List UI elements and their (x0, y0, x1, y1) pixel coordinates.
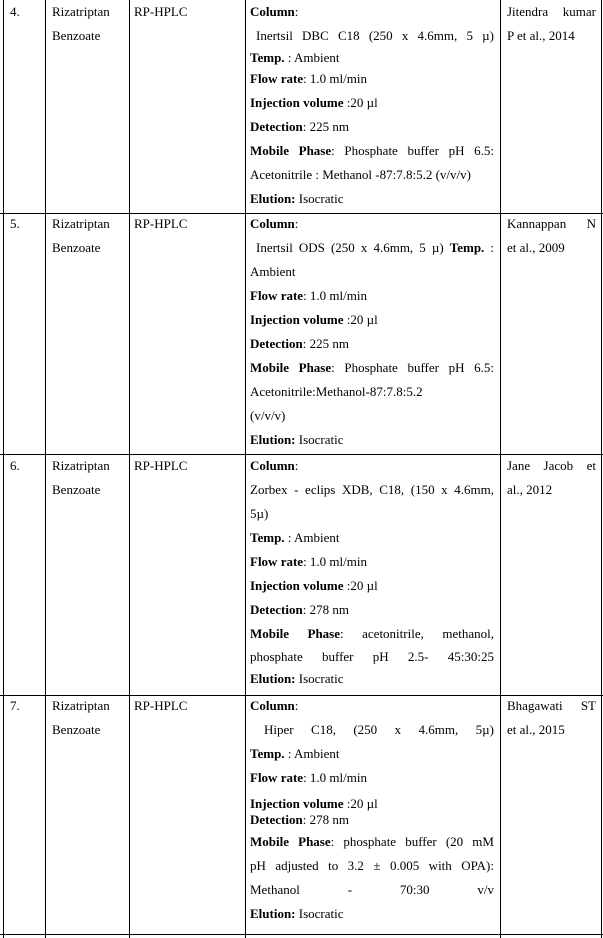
mobile-phase-value-cont: Acetonitrile:Methanol-87:7.8:5.2 (250, 384, 423, 399)
mobile-phase-value-cont: phosphate buffer pH 2.5- 45:30:25 (250, 649, 494, 664)
drug-name-line: Rizatriptan (52, 698, 110, 713)
mobile-phase-value: : Phosphate buffer pH 6.5: (331, 360, 495, 375)
table-border-left (3, 0, 4, 938)
method: RP-HPLC (134, 698, 188, 713)
reference-line: et al., 2015 (507, 722, 565, 737)
row-number: 4. (10, 4, 20, 19)
flow-value: : 1.0 ml/min (303, 770, 367, 785)
row-number: 5. (10, 216, 20, 231)
mobile-phase-value-cont: pH adjusted to 3.2 ± 0.005 with OPA): (250, 858, 494, 873)
mobile-phase-label: Mobile Phase (250, 143, 332, 158)
reference (507, 454, 596, 502)
column-sep: : (294, 698, 299, 713)
flow-label: Flow rate (250, 71, 304, 86)
drug-name (52, 0, 110, 48)
reference-line: Kannappan N (507, 216, 596, 231)
injection-label: Injection volume (250, 578, 344, 593)
flow-value: : 1.0 ml/min (303, 288, 367, 303)
column-value: Inertsil ODS (250 x 4.6mm, 5 µ) (256, 240, 444, 255)
drug-name-line: Rizatriptan (52, 4, 110, 19)
drug-name (52, 212, 110, 260)
detection-value: : 278 nm (302, 602, 349, 617)
row-number: 6. (10, 458, 20, 473)
reference-line: et al., 2009 (507, 240, 565, 255)
elution-label: Elution: (250, 671, 296, 686)
temp-value: : Ambient (284, 746, 340, 761)
drug-name-line: Benzoate (52, 28, 101, 43)
method: RP-HPLC (134, 216, 188, 231)
method: RP-HPLC (134, 458, 188, 473)
conditions (250, 0, 494, 211)
injection-value: :20 µl (343, 312, 378, 327)
elution-label: Elution: (250, 906, 296, 921)
column-value: Hiper C18, (250 x 4.6mm, 5µ) (264, 722, 494, 737)
injection-value: :20 µl (343, 796, 378, 811)
reference-line: Jane Jacob et (507, 458, 596, 473)
temp-label: Temp. (250, 746, 285, 761)
column-label: Column (250, 698, 295, 713)
temp-value: : (484, 240, 495, 255)
injection-value: :20 µl (343, 578, 378, 593)
mobile-phase-label: Mobile Phase (250, 834, 331, 849)
column-value-cont: 5µ) (250, 506, 269, 521)
temp-label: Temp. (250, 530, 285, 545)
row-number: 7. (10, 698, 20, 713)
table-border-right (601, 0, 602, 938)
column-sep: : (294, 458, 299, 473)
column-label: Column (250, 216, 295, 231)
elution-label: Elution: (250, 432, 296, 447)
temp-value: : Ambient (284, 530, 340, 545)
injection-label: Injection volume (250, 312, 344, 327)
flow-label: Flow rate (250, 554, 304, 569)
flow-value: : 1.0 ml/min (303, 71, 367, 86)
detection-label: Detection (250, 812, 303, 827)
conditions (250, 212, 494, 452)
column-label: Column (250, 4, 295, 19)
elution-value: Isocratic (295, 671, 344, 686)
flow-label: Flow rate (250, 288, 304, 303)
table-divider-drug (129, 0, 130, 938)
method: RP-HPLC (134, 4, 188, 19)
mobile-phase-value-cont: (v/v/v) (250, 408, 286, 423)
mobile-phase-label: Mobile Phase (250, 360, 332, 375)
temp-label: Temp. (250, 50, 285, 65)
injection-label: Injection volume (250, 95, 344, 110)
drug-name (52, 454, 110, 502)
reference (507, 0, 596, 48)
injection-label: Injection volume (250, 796, 344, 811)
temp-label: Temp. (449, 240, 485, 255)
reference-line: Bhagawati ST (507, 698, 596, 713)
drug-name-line: Rizatriptan (52, 216, 110, 231)
mobile-phase-label: Mobile Phase (250, 626, 341, 641)
temp-value: : Ambient (284, 50, 340, 65)
elution-value: Isocratic (295, 432, 344, 447)
flow-value: : 1.0 ml/min (303, 554, 367, 569)
table-divider-num (45, 0, 46, 938)
column-label: Column (250, 458, 295, 473)
reference-line: al., 2012 (507, 482, 553, 497)
detection-label: Detection (250, 336, 303, 351)
detection-label: Detection (250, 602, 303, 617)
column-sep: : (294, 216, 299, 231)
column-sep: : (294, 4, 299, 19)
mobile-phase-value-cont: Acetonitrile : Methanol -87:7.8:5.2 (v/v/v) (250, 167, 471, 182)
elution-label: Elution: (250, 191, 296, 206)
reference-line: Jitendra kumar (507, 4, 596, 19)
reference-line: P et al., 2014 (507, 28, 575, 43)
drug-name-line: Benzoate (52, 482, 101, 497)
detection-value: : 225 nm (302, 119, 349, 134)
conditions (250, 694, 494, 926)
table-divider-method (245, 0, 246, 938)
table-divider-conditions (500, 0, 501, 938)
mobile-phase-value: : Phosphate buffer pH 6.5: (331, 143, 495, 158)
elution-value: Isocratic (295, 906, 344, 921)
detection-value: : 278 nm (302, 812, 349, 827)
detection-label: Detection (250, 119, 303, 134)
reference (507, 694, 596, 742)
drug-name-line: Benzoate (52, 240, 101, 255)
elution-value: Isocratic (295, 191, 344, 206)
drug-name (52, 694, 110, 742)
detection-value: : 225 nm (302, 336, 349, 351)
temp-value-cont: Ambient (250, 264, 296, 279)
mobile-phase-value: : acetonitrile, methanol, (340, 626, 494, 641)
row-divider (0, 934, 603, 935)
mobile-phase-value-cont: Methanol - 70:30 v/v (250, 882, 494, 897)
conditions (250, 454, 494, 690)
reference (507, 212, 596, 260)
drug-name-line: Rizatriptan (52, 458, 110, 473)
flow-label: Flow rate (250, 770, 304, 785)
drug-name-line: Benzoate (52, 722, 101, 737)
column-value: Zorbex - eclips XDB, C18, (150 x 4.6mm, (250, 482, 494, 497)
mobile-phase-value: : phosphate buffer (20 mM (330, 834, 494, 849)
column-value: Inertsil DBC C18 (250 x 4.6mm, 5 µ) (256, 28, 494, 43)
injection-value: :20 µl (343, 95, 378, 110)
